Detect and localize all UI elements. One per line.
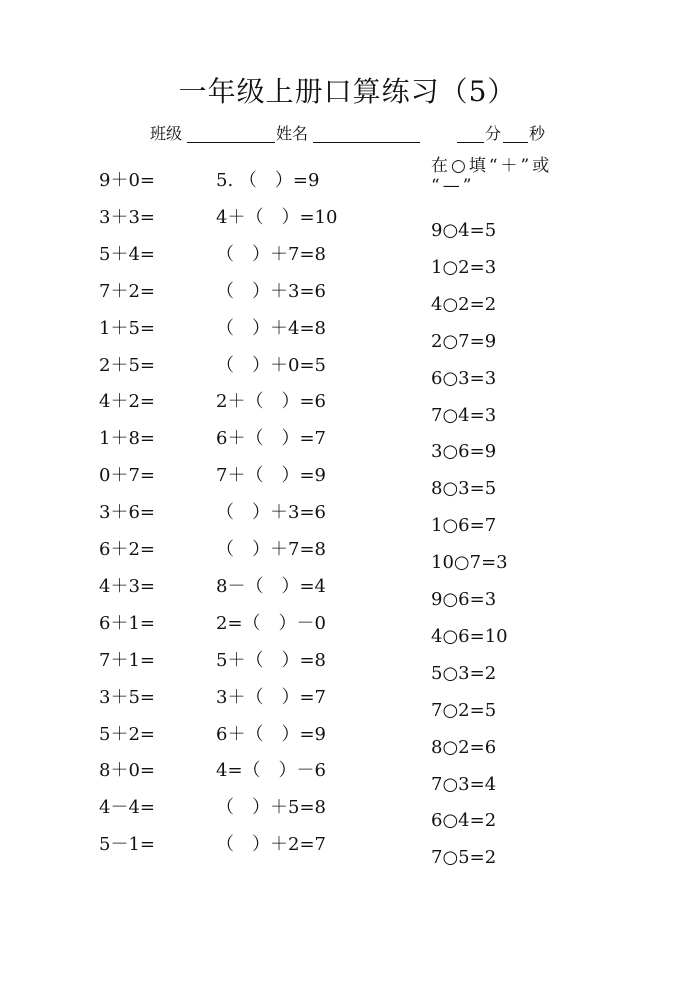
equation-item: 0＋7= [99, 465, 155, 487]
equation-item: 3＋6= [99, 502, 155, 524]
blank-equation-item: （ ）＋3=6 [216, 502, 326, 524]
class-blank-line [187, 142, 275, 143]
equation-item: 4＋3= [99, 575, 155, 597]
equation-item: 8＋0= [99, 760, 155, 782]
blank-equation-item: 7＋（ ）=9 [216, 465, 326, 487]
equation-item: 3＋3= [99, 206, 155, 228]
blank-equation-item: 5＋（ ）=8 [216, 649, 326, 671]
minute-blank-line [457, 142, 484, 143]
operator-equation-item: 7○4=3 [431, 404, 497, 426]
operator-equation-item: 2○7=9 [431, 330, 497, 352]
blank-equation-item: （ ）＋7=8 [216, 539, 326, 560]
equation-item: 4＋2= [99, 391, 155, 413]
operator-equation-item: 9○4=5 [431, 220, 497, 241]
class-label: 班级 [150, 124, 183, 143]
equation-item: 6＋2= [99, 539, 155, 560]
equation-item: 7＋2= [99, 280, 155, 302]
operator-equation-item: 6○4=2 [431, 810, 497, 832]
blank-equation-item: 2=（ ）－0 [216, 612, 326, 634]
operator-equation-item: 7○3=4 [431, 773, 497, 795]
equation-item: 9＋0= [99, 170, 155, 191]
blank-equation-item: 5. （ ）=9 [216, 170, 320, 191]
blank-equation-item: 4=（ ）－6 [216, 760, 326, 782]
operator-equation-item: 8○3=5 [431, 478, 497, 500]
equation-item: 3＋5= [99, 686, 155, 708]
operator-equation-item: 6○3=3 [431, 367, 497, 389]
equation-item: 5＋2= [99, 723, 155, 745]
second-blank-line [503, 142, 528, 143]
operator-equation-item: 4○2=2 [431, 293, 497, 315]
blank-equation-item: （ ）＋5=8 [216, 797, 326, 819]
name-label: 姓名 [276, 124, 309, 143]
equation-item: 1＋5= [99, 317, 155, 339]
equation-item: 2＋5= [99, 354, 155, 376]
page-title: 一年级上册口算练习（5） [178, 75, 517, 108]
operator-equation-item: 3○6=9 [431, 441, 497, 463]
equation-item: 7＋1= [99, 649, 155, 671]
blank-equation-item: 4＋（ ）=10 [216, 206, 338, 228]
operator-equation-item: 9○6=3 [431, 589, 497, 610]
equation-item: 5－1= [99, 834, 155, 856]
instruction-line-2: “—” [431, 176, 475, 196]
blank-equation-item: （ ）＋3=6 [216, 280, 326, 302]
student-info-header [0, 122, 695, 146]
second-label: 秒 [529, 124, 546, 143]
equation-item: 1＋8= [99, 428, 155, 450]
blank-equation-item: 6＋（ ）=7 [216, 428, 326, 450]
operator-equation-item: 4○6=10 [431, 625, 508, 647]
operator-equation-item: 10○7=3 [431, 552, 508, 574]
equation-item: 5＋4= [99, 243, 155, 265]
equation-item: 6＋1= [99, 612, 155, 634]
blank-equation-item: 3＋（ ）=7 [216, 686, 326, 708]
instruction-line-1: 在○填“＋”或 [431, 156, 553, 176]
operator-equation-item: 8○2=6 [431, 736, 497, 758]
operator-equation-item: 1○6=7 [431, 515, 497, 537]
blank-equation-item: （ ）＋4=8 [216, 317, 326, 339]
minute-label: 分 [485, 124, 502, 143]
operator-equation-item: 7○5=2 [431, 847, 497, 869]
blank-equation-item: （ ）＋0=5 [216, 354, 326, 376]
name-blank-line [313, 142, 420, 143]
operator-equation-item: 1○2=3 [431, 256, 497, 278]
equation-item: 4－4= [99, 797, 155, 819]
blank-equation-item: 2＋（ ）=6 [216, 391, 326, 413]
blank-equation-item: （ ）＋7=8 [216, 243, 326, 265]
instruction-text [431, 156, 606, 196]
blank-equation-item: （ ）＋2=7 [216, 834, 326, 856]
operator-equation-item: 7○2=5 [431, 699, 497, 721]
blank-equation-item: 8－（ ）=4 [216, 575, 326, 597]
blank-equation-item: 6＋（ ）=9 [216, 723, 326, 745]
operator-equation-item: 5○3=2 [431, 662, 497, 684]
